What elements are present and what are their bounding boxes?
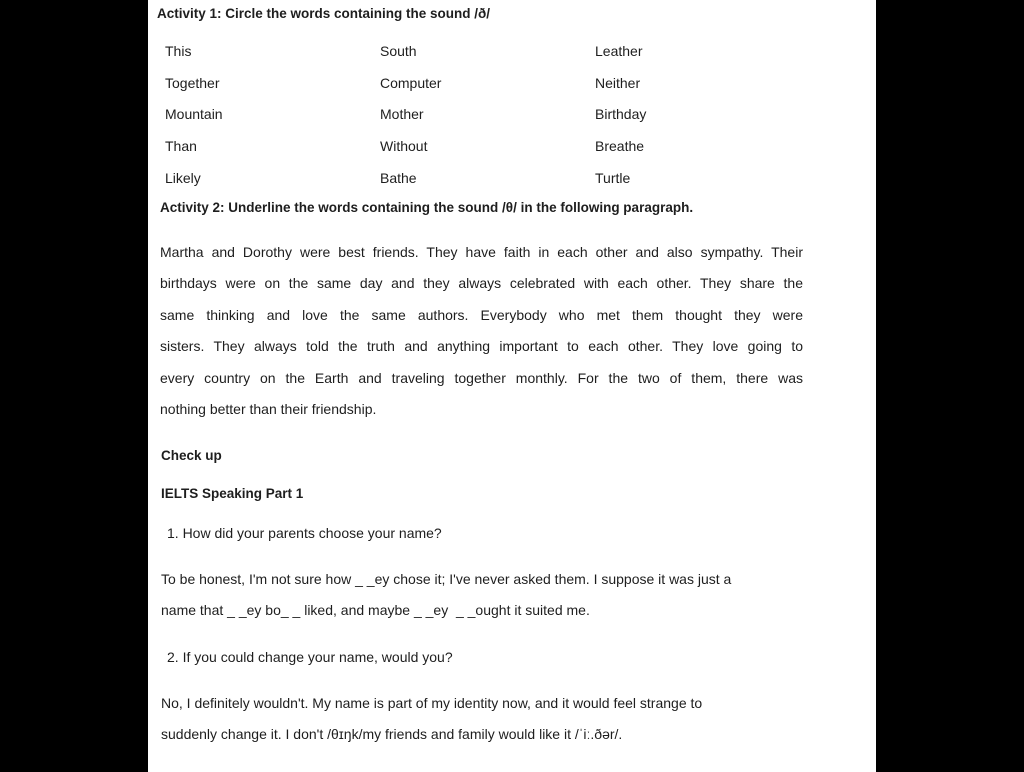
word-cell: Birthday xyxy=(595,106,647,123)
word-cell: This xyxy=(165,42,192,59)
answer-2-line: No, I definitely wouldn't. My name is part of my identity now, and it would feel strange to xyxy=(161,695,703,711)
word-cell: Without xyxy=(380,138,428,155)
check-up-title: Check up xyxy=(161,448,222,463)
answer-2-line: suddenly change it. I don't /θɪŋk/my friends and family would like it /ˈiː.ðər/. xyxy=(161,726,623,742)
word-cell: Mother xyxy=(380,106,424,123)
paragraph-line: nothing better than their friendship. xyxy=(160,400,377,417)
activity2-paragraph xyxy=(160,237,803,425)
section-title: IELTS Speaking Part 1 xyxy=(161,486,304,501)
word-cell: Together xyxy=(165,74,220,91)
paragraph-line: sisters. They always told the truth and anything important to each other. They love going to xyxy=(160,338,803,355)
question-2: 2. If you could change your name, would you? xyxy=(167,649,453,665)
paragraph-line: every country on the Earth and traveling together monthly. For the two of them, there was xyxy=(160,369,803,386)
word-table xyxy=(165,35,795,194)
word-cell: Mountain xyxy=(165,106,223,123)
word-cell: Than xyxy=(165,138,197,155)
paragraph-line: Martha and Dorothy were best friends. They have faith in each other and also sympathy. Their xyxy=(160,244,803,260)
paragraph-line: same thinking and love the same authors. Everybody who met them thought they were xyxy=(160,306,803,323)
word-cell: Turtle xyxy=(595,169,631,186)
worksheet-page xyxy=(148,0,876,772)
word-cell: Leather xyxy=(595,42,643,59)
word-cell: Likely xyxy=(165,169,201,186)
activity2-title: Activity 2: Underline the words containing the sound /θ/ in the following paragraph. xyxy=(160,200,694,215)
answer-1-line: To be honest, I'm not sure how _ _ey chose it; I've never asked them. I suppose it was just a xyxy=(161,571,732,587)
word-cell: Neither xyxy=(595,74,641,91)
activity1-title: Activity 1: Circle the words containing the sound /ð/ xyxy=(157,6,491,21)
word-cell: Bathe xyxy=(380,169,417,186)
word-cell: South xyxy=(380,42,417,59)
word-cell: Computer xyxy=(380,74,442,91)
word-cell: Breathe xyxy=(595,138,645,155)
paragraph-line: birthdays were on the same day and they always celebrated with each other. They share the xyxy=(160,275,803,292)
answer-1-line: name that _ _ey bo_ _ liked, and maybe _ _ey _ _ought it suited me. xyxy=(161,602,590,618)
question-1: 1. How did your parents choose your name? xyxy=(167,525,442,541)
